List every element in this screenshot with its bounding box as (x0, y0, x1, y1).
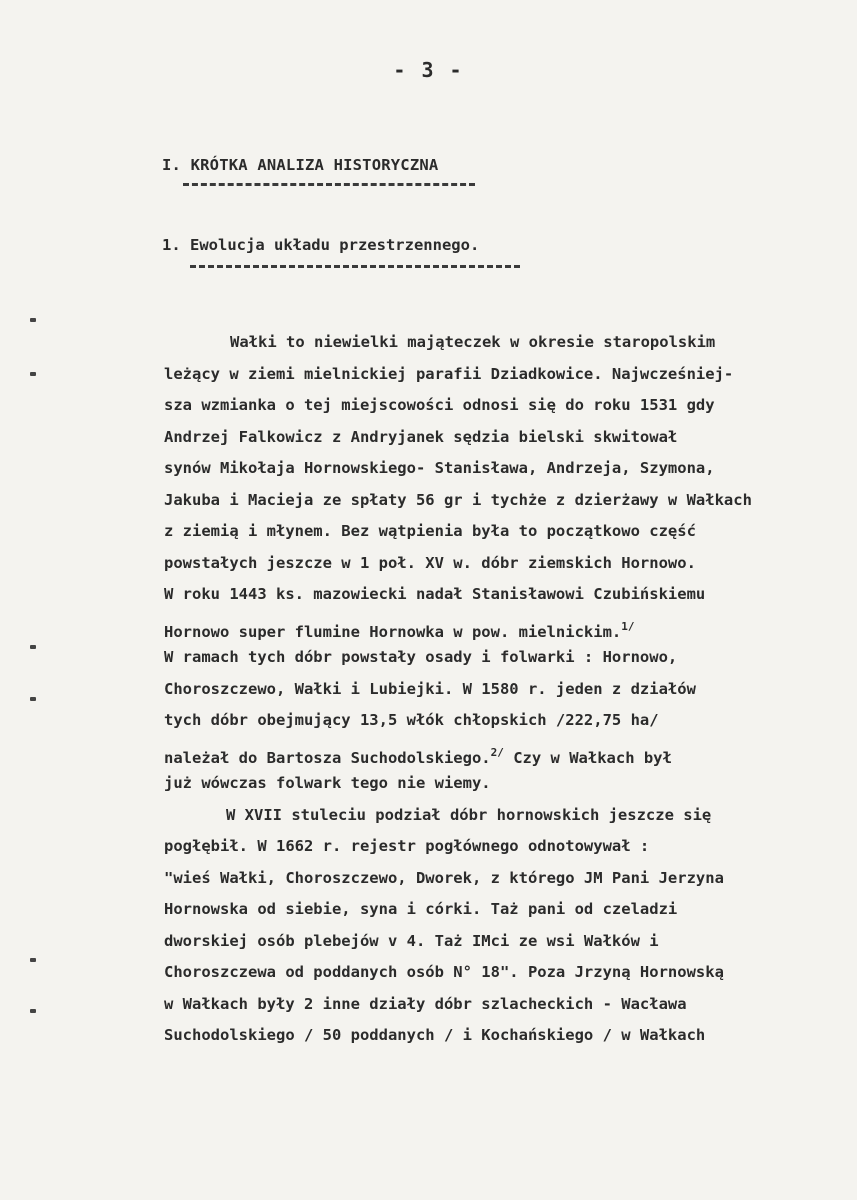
text-line (164, 422, 824, 454)
text-line (164, 800, 824, 832)
line-text: należał do Bartosza Suchodolskiego. (164, 748, 491, 767)
text-line (164, 359, 824, 391)
line-text: sza wzmianka o tej miejscowości odnosi się do roku 1531 gdy (164, 396, 715, 414)
margin-mark (30, 958, 36, 962)
body-text (164, 327, 824, 1052)
text-line (164, 642, 824, 674)
margin-mark (30, 645, 36, 649)
sub-heading-underline (190, 265, 520, 268)
line-text: Wałki to niewielki mająteczek w okresie staropolskim (230, 333, 716, 351)
text-line (164, 611, 824, 643)
footnote-marker: 1/ (621, 619, 635, 633)
line-text: tych dóbr obejmujący 13,5 włók chłopskich /222,75 ha/ (164, 711, 659, 729)
text-line (164, 831, 824, 863)
line-text: Choroszczewa od poddanych osób N° 18". Poza Jrzyną Hornowską (164, 963, 724, 981)
line-text: dworskiej osób plebejów v 4. Taż IMci ze wsi Wałków i (164, 931, 659, 950)
margin-mark (30, 372, 36, 376)
sub-heading: 1. Ewolucja układu przestrzennego. (162, 236, 480, 254)
text-line (164, 768, 824, 800)
line-text: W roku 1443 ks. mazowiecki nadał Stanisławowi Czubińskiemu (164, 585, 706, 603)
margin-mark (30, 318, 36, 322)
text-line (164, 705, 824, 737)
text-line (164, 989, 824, 1021)
text-line (164, 926, 824, 958)
page-number: - 3 - (393, 58, 464, 82)
text-line (164, 674, 824, 706)
line-text: Hornowska od siebie, syna i córki. Taż pani od czeladzi (164, 900, 678, 918)
text-line (164, 894, 824, 926)
section-heading: I. KRÓTKA ANALIZA HISTORYCZNA (162, 156, 439, 174)
text-line (164, 327, 824, 359)
text-line (164, 390, 824, 422)
footnote-marker: 2/ (490, 745, 504, 759)
line-text: Hornowo super flumine Hornowka w pow. mielnickim. (164, 622, 622, 641)
line-text: Jakuba i Macieja ze spłaty 56 gr i tychże z dzierżawy w Wałkach (164, 490, 752, 509)
text-line (164, 579, 824, 611)
text-line (164, 1020, 824, 1052)
line-text: powstałych jeszcze w 1 poł. XV w. dóbr ziemskich Hornowo. (164, 553, 696, 572)
line-text: Suchodolskiego / 50 poddanych / i Kochańskiego / w Wałkach (164, 1026, 706, 1044)
text-line (164, 453, 824, 485)
text-line (164, 863, 824, 895)
text-line (164, 485, 824, 517)
line-text-after: Czy w Wałkach był (503, 748, 672, 767)
line-text: z ziemią i młynem. Bez wątpienia była to początkowo część (164, 522, 696, 540)
line-text: już wówczas folwark tego nie wiemy. (164, 774, 491, 792)
line-text: synów Mikołaja Hornowskiego- Stanisława, Andrzeja, Szymona, (164, 459, 715, 477)
line-text: "wieś Wałki, Choroszczewo, Dworek, z którego JM Pani Jerzyna (164, 868, 724, 887)
line-text: W XVII stuleciu podział dóbr hornowskich jeszcze się (226, 805, 712, 824)
margin-mark (30, 1009, 36, 1013)
text-line (164, 957, 824, 989)
text-line (164, 516, 824, 548)
line-text: W ramach tych dóbr powstały osady i folwarki : Hornowo, (164, 648, 678, 666)
heading-underline (183, 183, 475, 186)
line-text: leżący w ziemi mielnickiej parafii Dziadkowice. Najwcześniej- (164, 364, 734, 383)
line-text: pogłębił. W 1662 r. rejestr pogłównego odnotowywał : (164, 837, 650, 855)
margin-mark (30, 697, 36, 701)
text-line (164, 737, 824, 769)
line-text: Choroszczewo, Wałki i Lubiejki. W 1580 r. jeden z działów (164, 679, 696, 698)
line-text: w Wałkach były 2 inne działy dóbr szlacheckich - Wacława (164, 994, 687, 1013)
text-line (164, 548, 824, 580)
line-text: Andrzej Falkowicz z Andryjanek sędzia bielski skwitował (164, 427, 678, 446)
